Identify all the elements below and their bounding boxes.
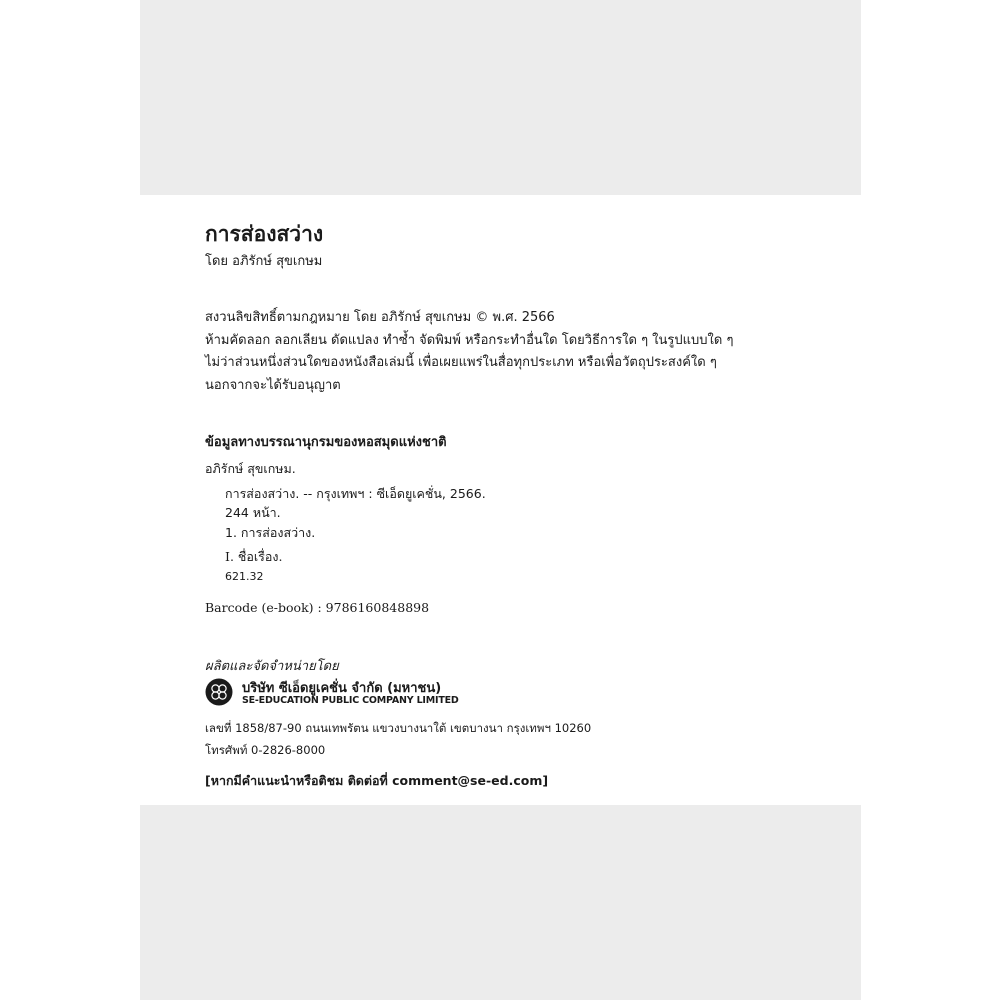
top-gray-panel bbox=[140, 0, 861, 195]
copyright-line: ไม่ว่าส่วนหนึ่งส่วนใดของหนังสือเล่มนี้ เพื่อเผยแพร่ในสื่อทุกประเภท หรือเพื่อวัตถุประสงค์ใด ๆ bbox=[205, 355, 717, 370]
copyright-line: ห้ามคัดลอก ลอกเลียน ดัดแปลง ทำซ้ำ จัดพิมพ์ หรือกระทำอื่นใด โดยวิธีการใด ๆ ในรูปแบบใด ๆ bbox=[205, 332, 734, 348]
publisher-name-english: SE-EDUCATION PUBLIC COMPANY LIMITED bbox=[242, 695, 459, 706]
book-author: โดย อภิรักษ์ สุขเกษม bbox=[205, 254, 323, 269]
distribution-label: ผลิตและจัดจำหน่ายโดย bbox=[205, 659, 339, 674]
copyright-line: นอกจากจะได้รับอนุญาต bbox=[205, 377, 341, 393]
copyright-notice bbox=[205, 307, 733, 397]
barcode: Barcode (e-book) : 9786160848898 bbox=[205, 600, 430, 615]
publisher-phone: โทรศัพท์ 0-2826-8000 bbox=[205, 743, 326, 757]
book-title: การส่องสว่าง bbox=[205, 222, 324, 246]
cip-pages: 244 หน้า. bbox=[225, 505, 281, 520]
bottom-gray-panel bbox=[140, 805, 861, 1000]
publisher-address: เลขที่ 1858/87-90 ถนนเทพรัตน แขวงบางนาใต้ เขตบางนา กรุงเทพฯ 10260 bbox=[205, 721, 592, 735]
cip-author: อภิรักษ์ สุขเกษม. bbox=[205, 461, 296, 476]
cip-imprint: การส่องสว่าง. -- กรุงเทพฯ : ซีเอ็ดยูเคชั่น, 2566. bbox=[225, 486, 486, 501]
copyright-line: สงวนลิขสิทธิ์ตามกฎหมาย โดย อภิรักษ์ สุขเกษม © พ.ศ. 2566 bbox=[205, 310, 555, 325]
cip-classification: 621.32 bbox=[225, 570, 264, 583]
cip-heading: ข้อมูลทางบรรณานุกรมของหอสมุดแห่งชาติ bbox=[205, 435, 447, 450]
cip-title-entry: I. ชื่อเรื่อง. bbox=[225, 549, 283, 564]
se-ed-logo-icon bbox=[205, 678, 233, 706]
cip-subject: 1. การส่องสว่าง. bbox=[225, 525, 316, 540]
feedback-contact: [หากมีคำแนะนำหรือติชม ติดต่อที่ comment@se-ed.com] bbox=[205, 773, 549, 788]
publisher-name-thai: บริษัท ซีเอ็ดยูเคชั่น จำกัด (มหาชน) bbox=[242, 681, 442, 696]
